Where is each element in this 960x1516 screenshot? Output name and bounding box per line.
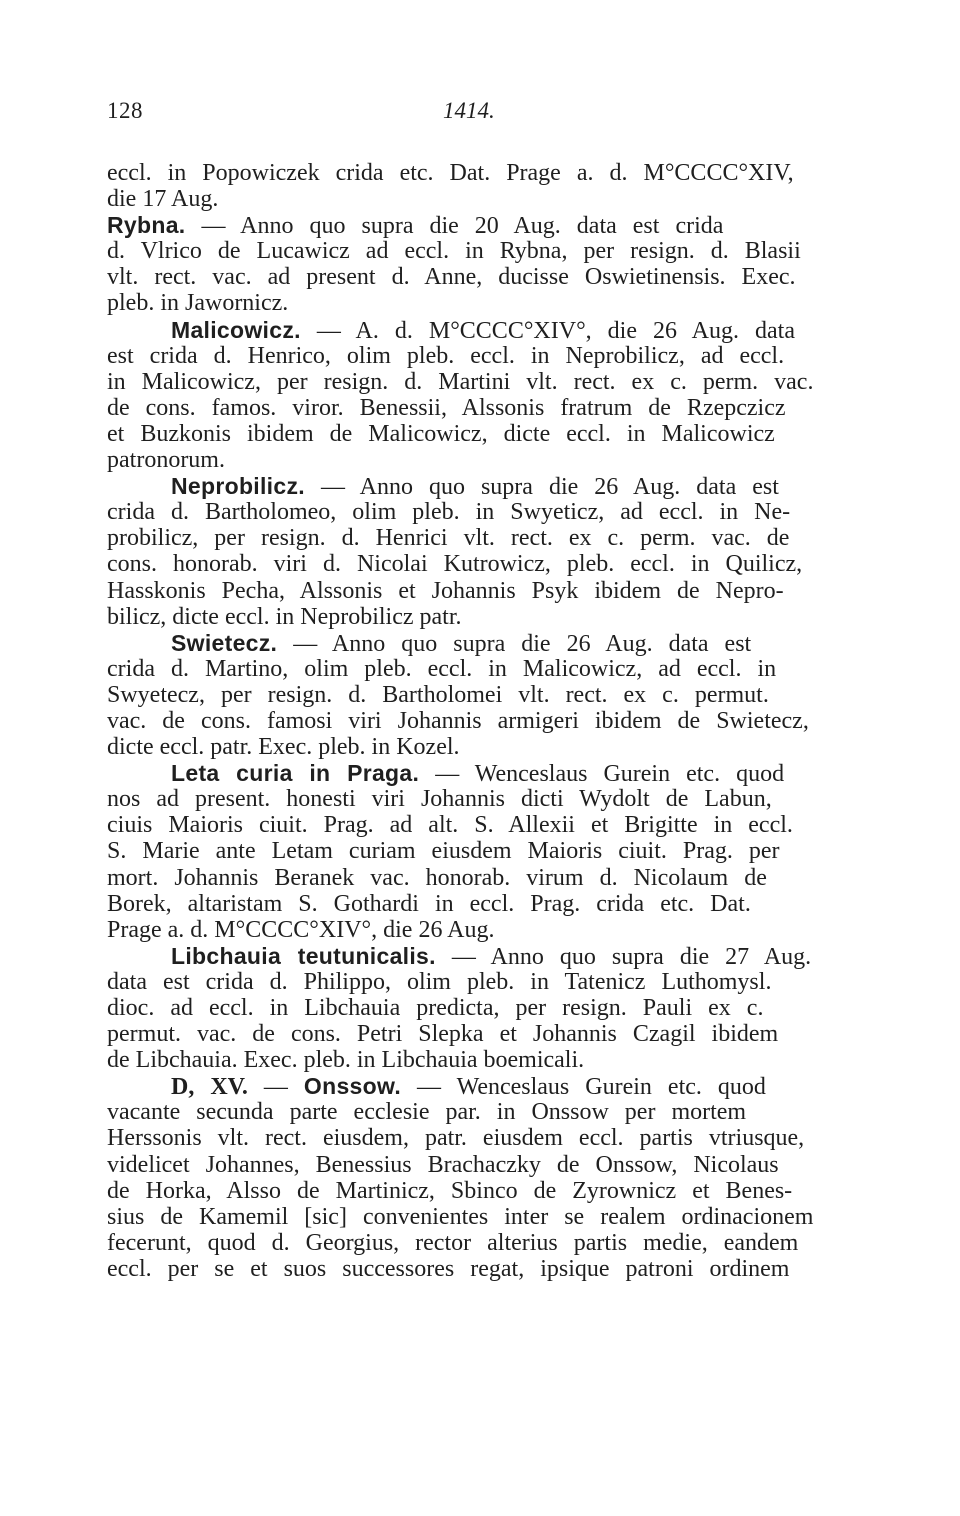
entry-line: Libchauia teutunicalis. — Anno quo supra die 27 Aug. (171, 942, 812, 970)
text-line: vac. de cons. famosi viri Johannis armigeri ibidem de Swietecz, (107, 707, 809, 734)
text-line: d. Vlrico de Lucawicz ad eccl. in Rybna, per resign. d. Blasii (107, 238, 801, 265)
text-line: Hasskonis Pecha, Alssonis et Johannis Psyk ibidem de Nepro- (107, 577, 784, 604)
text-line: de cons. famos. viror. Benessii, Alssonis fratrum de Rzepczicz (107, 394, 786, 421)
entry-heading: Onssow. (303, 1073, 402, 1100)
entry-line: D, XV. — Onssow. — Wenceslaus Gurein etc. quod (171, 1073, 766, 1101)
page-number: 128 (107, 98, 143, 123)
entry-heading: Leta curia in Praga. (171, 760, 420, 787)
text-line: crida d. Martino, olim pleb. eccl. in Malicowicz, ad eccl. in (107, 655, 777, 682)
text-line: de Horka, Alsso de Martinicz, Sbinco de Zyrownicz et Benes- (107, 1177, 793, 1204)
text-line: et Buzkonis ibidem de Malicowicz, dicte eccl. in Malicowicz (107, 420, 775, 447)
text-line: in Malicowicz, per resign. d. Martini vlt. rect. ex c. perm. vac. (107, 368, 814, 395)
entry-line: Swietecz. — Anno quo supra die 26 Aug. data est (171, 629, 752, 657)
entry-line: Neprobilicz. — Anno quo supra die 26 Aug. data est (171, 473, 779, 501)
text-line: cons. honorab. viri d. Nicolai Kutrowicz, pleb. eccl. in Quilicz, (107, 551, 803, 578)
text-line: est crida d. Henrico, olim pleb. eccl. in Neprobilicz, ad eccl. (107, 342, 785, 369)
entry-heading: Neprobilicz. (171, 473, 305, 500)
text-line: Prage a. d. M°CCCC°XIV°, die 26 Aug. (107, 916, 495, 943)
entry-line: Malicowicz. — A. d. M°CCCC°XIV°, die 26 Aug. data (171, 316, 795, 344)
text-line: dicte eccl. patr. Exec. pleb. in Kozel. (107, 734, 460, 761)
running-head-year: 1414. (443, 98, 495, 123)
text-line: pleb. in Jawornicz. (107, 290, 289, 317)
text-line: fecerunt, quod d. Georgius, rector alterius partis medie, eandem (107, 1229, 799, 1256)
page-header (107, 98, 817, 132)
entry-heading: D, XV. (171, 1074, 248, 1101)
text-line: mort. Johannis Beranek vac. honorab. virum d. Nicolaum de (107, 864, 767, 891)
entry-heading: Swietecz. (171, 629, 278, 656)
entry-heading: Malicowicz. (171, 316, 301, 343)
text-line: Borek, altaristam S. Gothardi in eccl. Prag. crida etc. Dat. (107, 890, 751, 917)
text-line: crida d. Bartholomeo, olim pleb. in Swyeticz, ad eccl. in Ne- (107, 499, 791, 526)
text-line: videlicet Johannes, Benessius Brachaczky de Onssow, Nicolaus (107, 1151, 779, 1178)
text-line: ciuis Maioris ciuit. Prag. ad alt. S. Allexii et Brigitte in eccl. (107, 812, 793, 839)
text-line: bilicz, dicte eccl. in Neprobilicz patr. (107, 603, 462, 630)
text-line: sius de Kamemil [sic] convenientes inter se realem ordinacionem (107, 1203, 814, 1230)
text-line: data est crida d. Philippo, olim pleb. in Tatenicz Luthomysl. (107, 968, 772, 995)
text-line: eccl. per se et suos successores regat, ipsique patroni ordinem (107, 1255, 790, 1282)
text-line: Herssonis vlt. rect. eiusdem, patr. eiusdem eccl. partis vtriusque, (107, 1125, 805, 1152)
text-line: de Libchauia. Exec. pleb. in Libchauia boemicali. (107, 1047, 585, 1074)
text-line: permut. vac. de cons. Petri Slepka et Johannis Czagil ibidem (107, 1021, 779, 1048)
text-line: patronorum. (107, 447, 225, 474)
text-line: vacante secunda parte ecclesie par. in Onssow per mortem (107, 1099, 747, 1126)
text-line: die 17 Aug. (107, 186, 219, 213)
entry-heading: Libchauia teutunicalis. (171, 942, 436, 969)
text-line: S. Marie ante Letam curiam eiusdem Maioris ciuit. Prag. per (107, 838, 780, 865)
body-text (107, 160, 817, 1282)
entry-line: Leta curia in Praga. — Wenceslaus Gurein etc. quod (171, 760, 785, 788)
text-line: Swyetecz, per resign. d. Bartholomei vlt. rect. ex c. permut. (107, 681, 769, 708)
text-line: vlt. rect. vac. ad present d. Anne, ducisse Oswietinensis. Exec. (107, 264, 796, 291)
text-line: probilicz, per resign. d. Henrici vlt. rect. ex c. perm. vac. de (107, 525, 790, 552)
entry-heading: Rybna. (107, 212, 186, 239)
entry-line: Rybna. — Anno quo supra die 20 Aug. data est crida (107, 212, 724, 240)
text-line: dioc. ad eccl. in Libchauia predicta, per resign. Pauli ex c. (107, 995, 764, 1021)
text-line: nos ad present. honesti viri Johannis dicti Wydolt de Labun, (107, 786, 772, 813)
text-line: eccl. in Popowiczek crida etc. Dat. Prage a. d. M°CCCC°XIV, (107, 160, 794, 186)
